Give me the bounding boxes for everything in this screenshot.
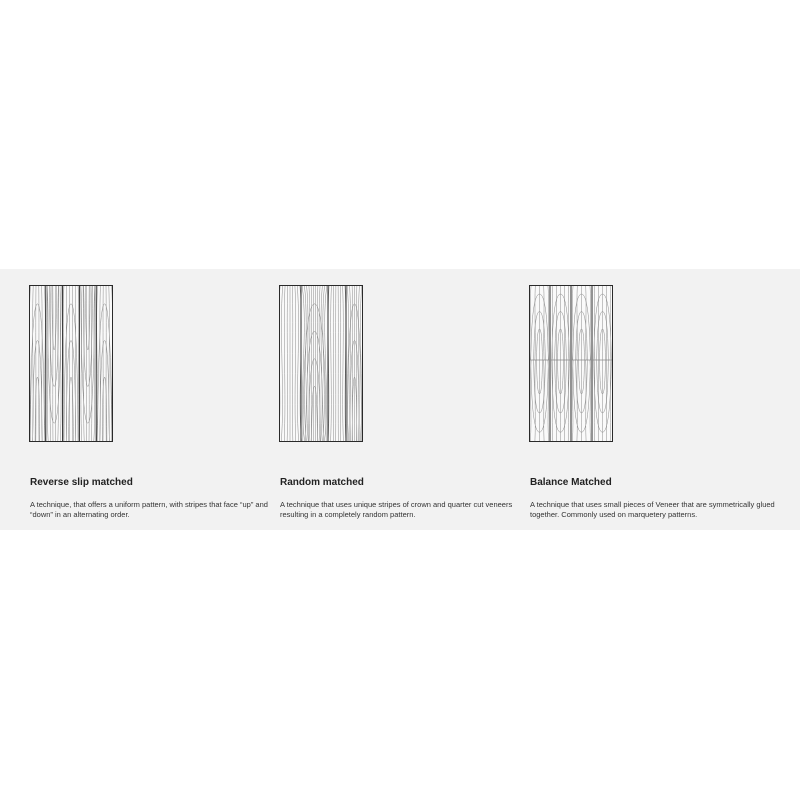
panel-title: Reverse slip matched bbox=[30, 477, 133, 488]
balance-veneer-illustration bbox=[529, 285, 613, 442]
panel-title: Balance Matched bbox=[530, 477, 612, 488]
panel-title: Random matched bbox=[280, 477, 364, 488]
panel-balance bbox=[529, 285, 779, 519]
panel-random bbox=[279, 285, 529, 519]
panel-reverse-slip bbox=[29, 285, 279, 519]
panel-description: A technique, that offers a uniform pattern, with stripes that face “up” and “down” in an alternating order. bbox=[30, 500, 268, 519]
panel-description: A technique that uses unique stripes of crown and quarter cut veneers resulting in a completely random pattern. bbox=[280, 500, 513, 519]
veneer-techniques-band bbox=[0, 269, 800, 530]
panel-description: A technique that uses small pieces of Veneer that are symmetrically glued together. Commonly used on marquetery patterns. bbox=[530, 500, 775, 519]
reverse-slip-veneer-illustration bbox=[29, 285, 113, 442]
random-veneer-illustration bbox=[279, 285, 363, 442]
